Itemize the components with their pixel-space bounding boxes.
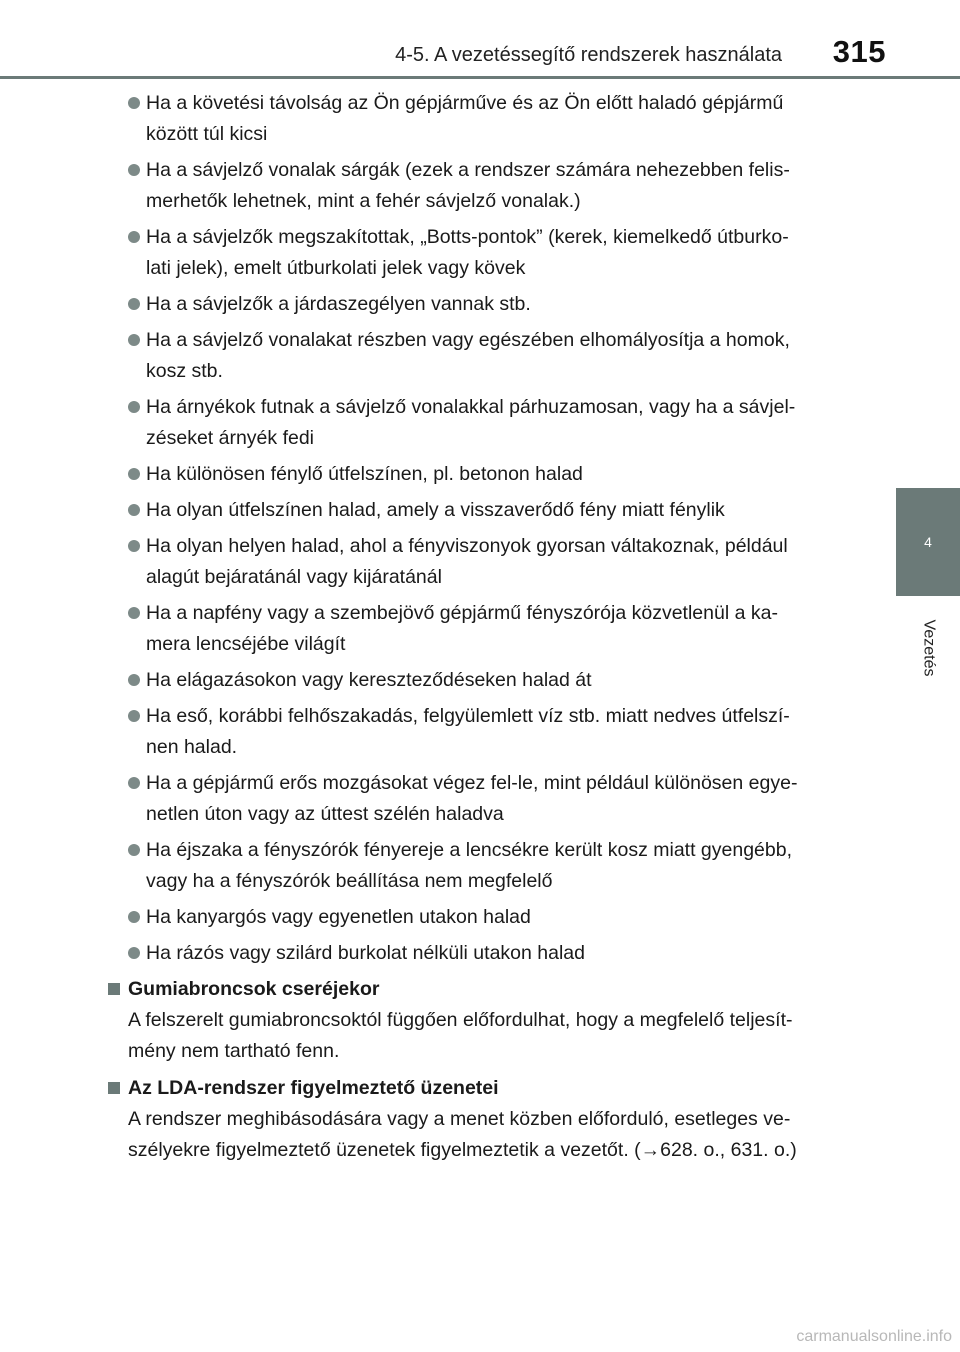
chapter-label: Vezetés xyxy=(920,619,937,677)
list-item: Ha árnyékok futnak a sávjelző vonalakkal párhuzamosan, vagy ha a sávjel- zéseket árnyék fedi xyxy=(128,392,854,454)
list-item: Ha a sávjelző vonalak sárgák (ezek a rendszer számára nehezebben felis- merhetők lehetnek, mint a fehér sávjelző vonalak.) xyxy=(128,155,854,217)
section-heading: Az LDA-rendszer figyelmeztető üzenetei xyxy=(128,1073,854,1104)
bullet-dot-icon xyxy=(128,468,140,480)
bullet-dot-icon xyxy=(128,504,140,516)
bullet-dot-icon xyxy=(128,947,140,959)
section-tire-change xyxy=(108,974,854,1067)
bullet-dot-icon xyxy=(128,540,140,552)
list-item: Ha éjszaka a fényszórók fényereje a lencsékre került kosz miatt gyengébb, vagy ha a fényszórók beállítása nem megfelelő xyxy=(128,835,854,897)
section-heading: Gumiabroncsok cseréjekor xyxy=(128,974,854,1005)
header-divider xyxy=(0,76,960,79)
bullet-dot-icon xyxy=(128,334,140,346)
list-item: Ha a sávjelző vonalakat részben vagy egészében elhomályosítja a homok, kosz stb. xyxy=(128,325,854,387)
list-item: Ha a sávjelzők megszakítottak, „Botts-pontok” (kerek, kiemelkedő útburko- lati jelek), emelt útburkolati jelek vagy kövek xyxy=(128,222,854,284)
bullet-dot-icon xyxy=(128,777,140,789)
list-item: Ha olyan helyen halad, ahol a fényviszonyok gyorsan váltakoznak, például alagút bejáratánál vagy kijáratánál xyxy=(128,531,854,593)
section-body: A felszerelt gumiabroncsoktól függően előfordulhat, hogy a megfelelő teljesít- mény nem tartható fenn. xyxy=(128,1009,793,1062)
list-item: Ha rázós vagy szilárd burkolat nélküli utakon halad xyxy=(128,938,854,969)
bullet-dot-icon xyxy=(128,298,140,310)
page-content xyxy=(128,88,854,1172)
list-item: Ha eső, korábbi felhőszakadás, felgyülemlett víz stb. miatt nedves útfelszí- nen halad. xyxy=(128,701,854,763)
chapter-label-box xyxy=(897,598,959,698)
section-body: A rendszer meghibásodására vagy a menet közben előforduló, esetleges ve- szélyekre figyelmeztető üzenetek figyelmeztetik a vezetőt. (→628. o., 631. o.) xyxy=(128,1108,797,1161)
section-lda-warnings xyxy=(108,1073,854,1166)
bullet-dot-icon xyxy=(128,674,140,686)
list-item: Ha elágazásokon vagy kereszteződéseken halad át xyxy=(128,665,854,696)
chapter-number: 4 xyxy=(924,534,932,550)
bullet-dot-icon xyxy=(128,401,140,413)
list-item: Ha a követési távolság az Ön gépjárműve és az Ön előtt haladó gépjármű között túl kicsi xyxy=(128,88,854,150)
chapter-tab xyxy=(896,488,960,596)
bullet-dot-icon xyxy=(128,164,140,176)
list-item: Ha kanyargós vagy egyenetlen utakon halad xyxy=(128,902,854,933)
bullet-dot-icon xyxy=(128,607,140,619)
watermark: carmanualsonline.info xyxy=(796,1328,952,1345)
bullet-dot-icon xyxy=(128,97,140,109)
section-title: 4-5. A vezetéssegítő rendszerek használata xyxy=(395,44,782,66)
square-bullet-icon xyxy=(108,1082,120,1094)
page-number: 315 xyxy=(832,34,886,69)
page-header xyxy=(0,0,960,78)
bullet-dot-icon xyxy=(128,844,140,856)
list-item: Ha olyan útfelszínen halad, amely a visszaverődő fény miatt fénylik xyxy=(128,495,854,526)
list-item: Ha a gépjármű erős mozgásokat végez fel-le, mint például különösen egye- netlen úton vagy az úttest szélén haladva xyxy=(128,768,854,830)
bullet-dot-icon xyxy=(128,231,140,243)
square-bullet-icon xyxy=(108,983,120,995)
list-item: Ha különösen fénylő útfelszínen, pl. betonon halad xyxy=(128,459,854,490)
list-item: Ha a napfény vagy a szembejövő gépjármű fényszórója közvetlenül a ka- mera lencséjébe világít xyxy=(128,598,854,660)
bullet-dot-icon xyxy=(128,911,140,923)
bullet-dot-icon xyxy=(128,710,140,722)
list-item: Ha a sávjelzők a járdaszegélyen vannak stb. xyxy=(128,289,854,320)
